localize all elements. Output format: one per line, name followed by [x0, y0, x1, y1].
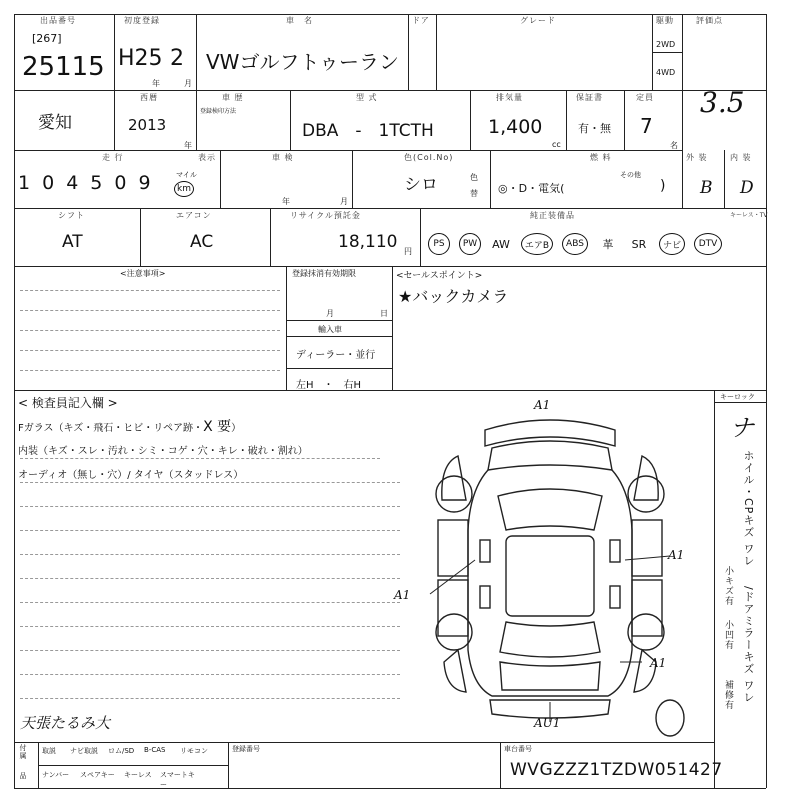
keylock-mark: ナ	[730, 414, 754, 442]
mileage-digit: 9	[138, 172, 151, 194]
color-change-a: 色	[470, 173, 478, 182]
inspector-bottom	[14, 742, 714, 743]
dash-line	[20, 578, 400, 579]
div-r1-c	[408, 14, 409, 90]
recycle-label: リサイクル預託金	[290, 211, 361, 220]
equip-airbag: エアB	[521, 233, 553, 255]
div-f-c	[500, 742, 501, 788]
drive-4wd: 4WD	[656, 68, 676, 77]
inspection-label: 車 検	[272, 153, 294, 162]
side-small-ding: 小凹有	[723, 620, 733, 650]
damage-marks	[430, 556, 670, 722]
side-small-scratch: 小キズ有	[723, 566, 733, 606]
dash-line	[20, 370, 280, 371]
model-year-unit: 年	[184, 141, 192, 150]
car-diagram	[380, 400, 710, 740]
dash-line	[20, 650, 400, 651]
grade-label: グレード	[520, 16, 556, 25]
exterior-label: 外 装	[686, 153, 708, 162]
drive-2wd: 2WD	[656, 40, 676, 49]
handle-side: 左H ・ 右H	[296, 380, 362, 391]
mark-left: A1	[394, 588, 411, 602]
wheels	[436, 476, 684, 736]
notes-bottom	[14, 390, 766, 391]
wheel-rear-left	[436, 614, 472, 650]
capacity-unit: 名	[670, 141, 678, 150]
score-value: 3.5	[700, 86, 745, 119]
audio-line: オーディオ（無し・穴）/ タイヤ（スタッドレス）	[18, 470, 244, 481]
history-sub: 登録検印方法	[200, 108, 237, 115]
color-change-b: 替	[470, 189, 478, 198]
unit-km: km	[174, 181, 194, 197]
wheel-rear-right	[628, 614, 664, 650]
dash-line	[20, 554, 400, 555]
color: シロ	[404, 175, 438, 195]
div-notes-d	[286, 336, 392, 337]
first-reg-month-unit: 月	[184, 79, 192, 88]
warranty-label: 保証書	[576, 93, 603, 102]
side-repaired: 補修有	[723, 680, 733, 710]
sales-label: <セールスポイント>	[396, 271, 483, 281]
model-year: 2013	[128, 116, 167, 134]
capacity-label: 定員	[636, 93, 654, 102]
fglass-line	[18, 416, 241, 436]
div-f-b	[228, 742, 229, 788]
mileage-label: 走 行	[102, 153, 124, 162]
acc-smart-key: スマートキー	[160, 771, 195, 789]
model-code: DBA - 1TCTH	[302, 121, 434, 141]
acc-bcas: B-CAS	[144, 746, 166, 754]
car-name-label: 車 名	[286, 16, 313, 25]
div-r3-a	[220, 150, 221, 208]
fglass-close: ）	[231, 423, 242, 434]
keylock-label: キーロック	[720, 393, 755, 401]
reg-number-label: 登録番号	[232, 745, 260, 753]
acc-keyless: キーレス	[124, 771, 152, 779]
div-r4-b	[270, 208, 271, 266]
fglass-mark: X 要	[203, 419, 232, 435]
reg-day: 日	[380, 309, 388, 318]
div-r3-c	[490, 150, 491, 208]
div-notes-b	[392, 266, 393, 390]
mileage-digit: 5	[90, 172, 103, 194]
displacement-label: 排気量	[496, 93, 523, 102]
equip-abs: ABS	[562, 233, 588, 255]
displacement: 1,400	[488, 116, 543, 138]
dash-line	[20, 506, 400, 507]
shift-label: シフト	[58, 211, 85, 220]
div-r1-a	[114, 14, 115, 90]
mark-right: A1	[668, 548, 685, 562]
div-drive	[652, 52, 682, 53]
acc-remote: リモコン	[180, 747, 208, 755]
equip-dtv: DTV	[694, 233, 722, 255]
side-mirror-note: /ドアミラーキズ ワレ	[742, 586, 755, 704]
mileage-digits	[18, 172, 151, 194]
div-side	[714, 390, 715, 788]
accessories-row2	[42, 770, 200, 790]
key-tv-label: キーレス・TV	[730, 212, 768, 219]
import-type: ディーラー・並行	[296, 350, 376, 361]
acc-navi-manual: ナビ取説	[70, 747, 98, 755]
dash-line	[20, 626, 400, 627]
accessories-label-b: 品	[19, 772, 27, 780]
dash-line	[20, 602, 400, 603]
div-r2-b	[196, 90, 197, 150]
first-reg-label: 初度登録	[124, 16, 160, 25]
dash-line	[20, 482, 400, 483]
lot-number: 25115	[22, 52, 105, 82]
side-wheel-note: ホイル・CPキズ ワレ	[742, 450, 755, 567]
reg-expiry-label: 登録抹消有効期限	[292, 269, 356, 278]
mark-rear-right: A1	[650, 656, 667, 670]
div-side-key	[714, 402, 766, 403]
color-label: 色(Col.No)	[404, 153, 454, 162]
equip-aw: AW	[492, 237, 510, 251]
import-label: 輸入車	[318, 325, 342, 334]
caution-label: <注意事項>	[120, 269, 166, 278]
acc-manual: 取説	[42, 747, 56, 755]
dash-line	[20, 698, 400, 699]
div-notes-a	[286, 266, 287, 390]
first-reg-era: H25	[118, 46, 163, 71]
mark-bottom: AU1	[534, 716, 561, 730]
div-f-d	[38, 765, 228, 766]
lot-code: [267]	[32, 32, 62, 45]
mileage-digit: 0	[42, 172, 55, 194]
inspection-month: 月	[340, 197, 348, 206]
first-reg-month: 2	[170, 46, 184, 71]
car-name: VWゴルフトゥーラン	[206, 50, 399, 74]
fuel-close: )	[660, 178, 666, 194]
row1-bottom	[14, 90, 766, 91]
mileage-digit: 1	[18, 172, 31, 194]
equip-leather: 革	[602, 238, 614, 251]
ac: AC	[190, 232, 214, 252]
row3-bottom	[14, 208, 766, 209]
div-r1-f	[682, 14, 683, 208]
score-label: 評価点	[696, 16, 723, 25]
vin: WVGZZZ1TZDW051427	[510, 760, 723, 780]
div-r1-d	[436, 14, 437, 90]
inspector-title: < 検査員記入欄 >	[18, 396, 118, 410]
meter-label: 表示	[198, 153, 216, 162]
div-r2-e	[566, 90, 567, 150]
recycle: 18,110	[338, 232, 398, 252]
history-label: 車 歴	[222, 93, 244, 102]
div-notes-c	[286, 320, 392, 321]
accessories-label-a: 付属	[19, 744, 27, 760]
ac-label: エアコン	[176, 211, 212, 220]
displacement-unit: cc	[552, 140, 561, 149]
unit-mile: マイル	[176, 171, 197, 179]
dash-line	[20, 310, 280, 311]
div-r3-b	[352, 150, 353, 208]
model-code-label: 型 式	[356, 93, 378, 102]
fglass-text: Fガラス（キズ・飛石・ヒビ・リペア跡・	[18, 423, 204, 434]
equip-pw: PW	[459, 233, 481, 255]
row4-bottom	[14, 266, 766, 267]
frame-left	[14, 14, 15, 788]
acc-rom-sd: ロム/SD	[108, 747, 135, 755]
dash-line	[20, 350, 280, 351]
equip-navi: ナビ	[659, 233, 685, 255]
div-r3-d	[724, 150, 725, 208]
interior-label: 内 装	[730, 153, 752, 162]
dash-line	[20, 290, 280, 291]
spare-wheel	[656, 700, 684, 736]
equip-label: 純正装備品	[530, 211, 575, 220]
row2-bottom	[14, 150, 682, 151]
prefecture: 愛知	[38, 113, 72, 133]
capacity: 7	[640, 114, 653, 138]
dash-line	[20, 330, 280, 331]
car-outline	[438, 420, 662, 718]
equip-ps: PS	[428, 233, 450, 255]
warranty: 有・無	[578, 122, 611, 135]
reg-month: 月	[326, 309, 334, 318]
div-r2-f	[624, 90, 625, 150]
exterior: B	[700, 178, 713, 198]
mark-top: A1	[534, 398, 551, 412]
accessories-row1	[42, 746, 210, 756]
acc-plate: ナンバー	[42, 771, 70, 779]
fuel-options: ◎・D・電気(	[498, 182, 565, 195]
dash-line	[20, 674, 400, 675]
equip-sr: SR	[631, 237, 647, 251]
handwritten-note: 天張たるみ大	[20, 714, 111, 732]
fuel-label: 燃 料	[590, 153, 612, 162]
dash-line	[20, 530, 400, 531]
interior-line: 内装（キズ・スレ・汚れ・シミ・コゲ・穴・キレ・破れ・割れ）	[18, 446, 308, 457]
div-r2-d	[470, 90, 471, 150]
equipment-row	[428, 233, 722, 255]
div-r4-c	[420, 208, 421, 266]
door-label: ドア	[412, 16, 430, 25]
frame-right	[766, 14, 767, 788]
sales-point: ★バックカメラ	[398, 287, 509, 306]
drive-label: 駆動	[656, 16, 674, 25]
lot-label: 出品番号	[40, 16, 76, 25]
dash-line	[20, 458, 380, 459]
first-reg-year-unit: 年	[152, 79, 160, 88]
fuel-other: その他	[620, 171, 641, 179]
interior: D	[740, 178, 754, 198]
div-r1-b	[196, 14, 197, 90]
div-r4-a	[140, 208, 141, 266]
vin-label: 車台番号	[504, 745, 532, 753]
div-r2-c	[290, 90, 291, 150]
div-notes-e	[286, 368, 392, 369]
div-r2-a	[114, 90, 115, 150]
year-label: 西暦	[140, 93, 158, 102]
acc-spare-key: スペアキー	[80, 771, 115, 779]
mileage-digit: 4	[66, 172, 79, 194]
inspection-year: 年	[282, 197, 290, 206]
shift: AT	[62, 232, 83, 252]
mileage-digit: 0	[114, 172, 127, 194]
recycle-unit: 円	[404, 247, 412, 256]
